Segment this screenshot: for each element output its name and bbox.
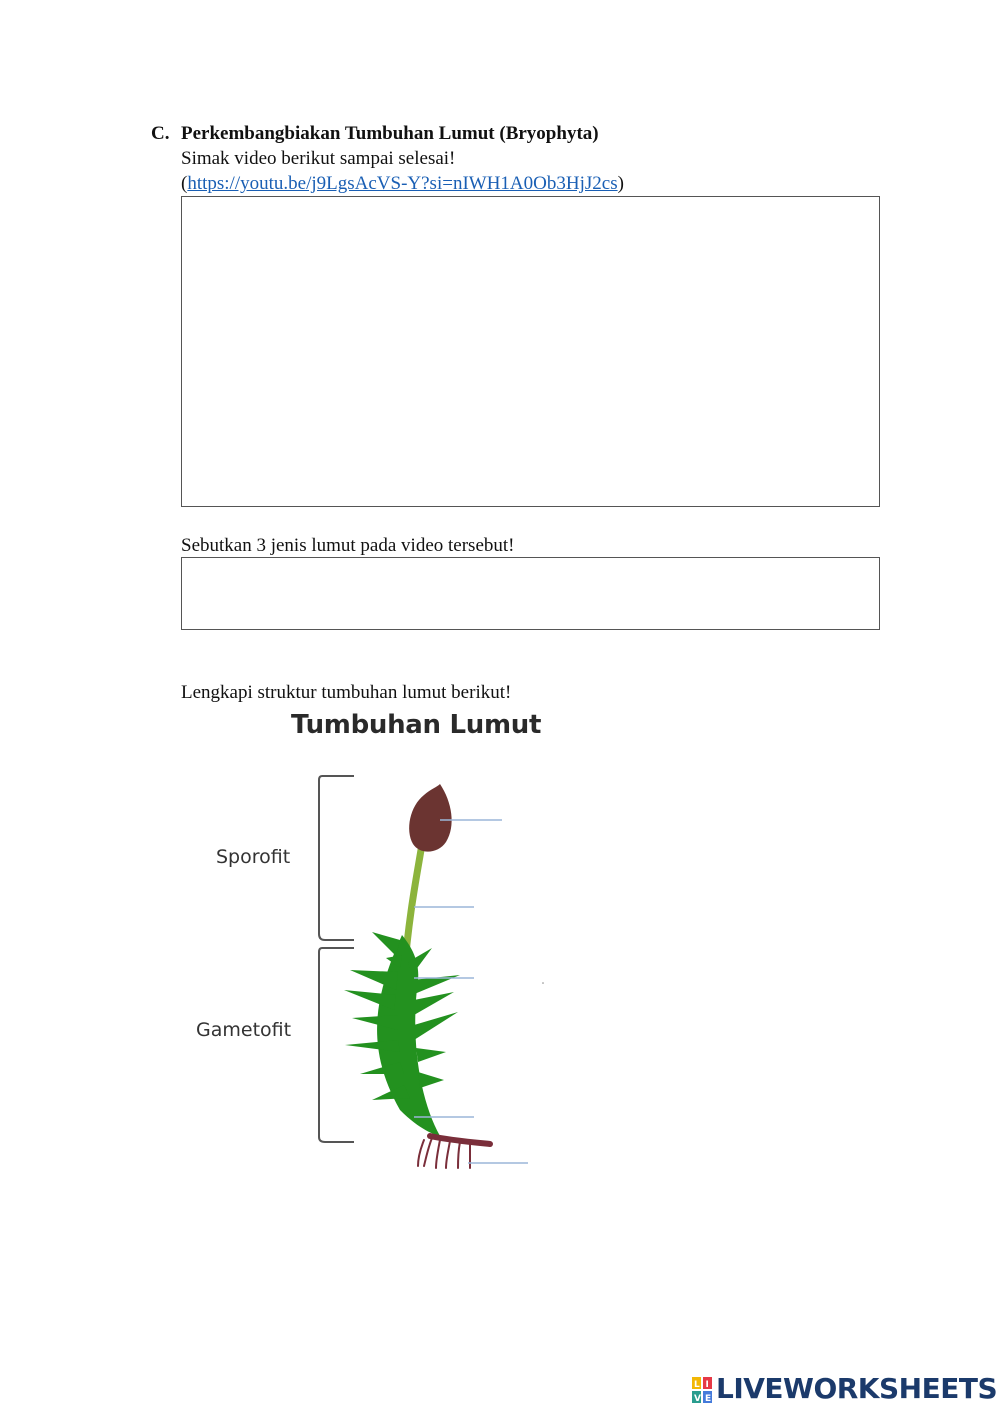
question-1-prompt: Sebutkan 3 jenis lumut pada video tersebut! — [181, 535, 515, 556]
figure-title: Tumbuhan Lumut — [291, 710, 542, 740]
capsule — [409, 784, 451, 852]
answer-lines — [414, 820, 528, 1163]
section-letter: C. — [151, 123, 170, 144]
brand-wordmark: LIVEWORKSHEETS — [716, 1372, 998, 1405]
section-title: Perkembangbiakan Tumbuhan Lumut (Bryophyta) — [181, 123, 599, 144]
logo-letter-3: V — [694, 1394, 701, 1403]
bracket-sporofit — [319, 776, 354, 940]
logo-letter-4: E — [705, 1394, 712, 1403]
logo-letter-2: I — [705, 1380, 709, 1390]
video-link[interactable]: https://youtu.be/j9LgsAcVS-Y?si=nIWH1A0Ob3HjJ2cs — [187, 173, 618, 194]
logo-letter-1: L — [694, 1380, 700, 1390]
link-open-paren: ( — [181, 173, 188, 194]
label-gametofit: Gametofit — [196, 1019, 292, 1041]
instruction-text: Simak video berikut sampai selesai! — [181, 148, 456, 169]
logo-squares — [692, 1377, 712, 1403]
question-2-prompt: Lengkapi struktur tumbuhan lumut berikut! — [181, 682, 512, 703]
link-close-paren: ) — [617, 173, 624, 194]
gametofit-leaves — [344, 932, 460, 1136]
liveworksheets-logo-icon — [692, 1377, 712, 1403]
label-sporofit: Sporofit — [216, 846, 291, 868]
